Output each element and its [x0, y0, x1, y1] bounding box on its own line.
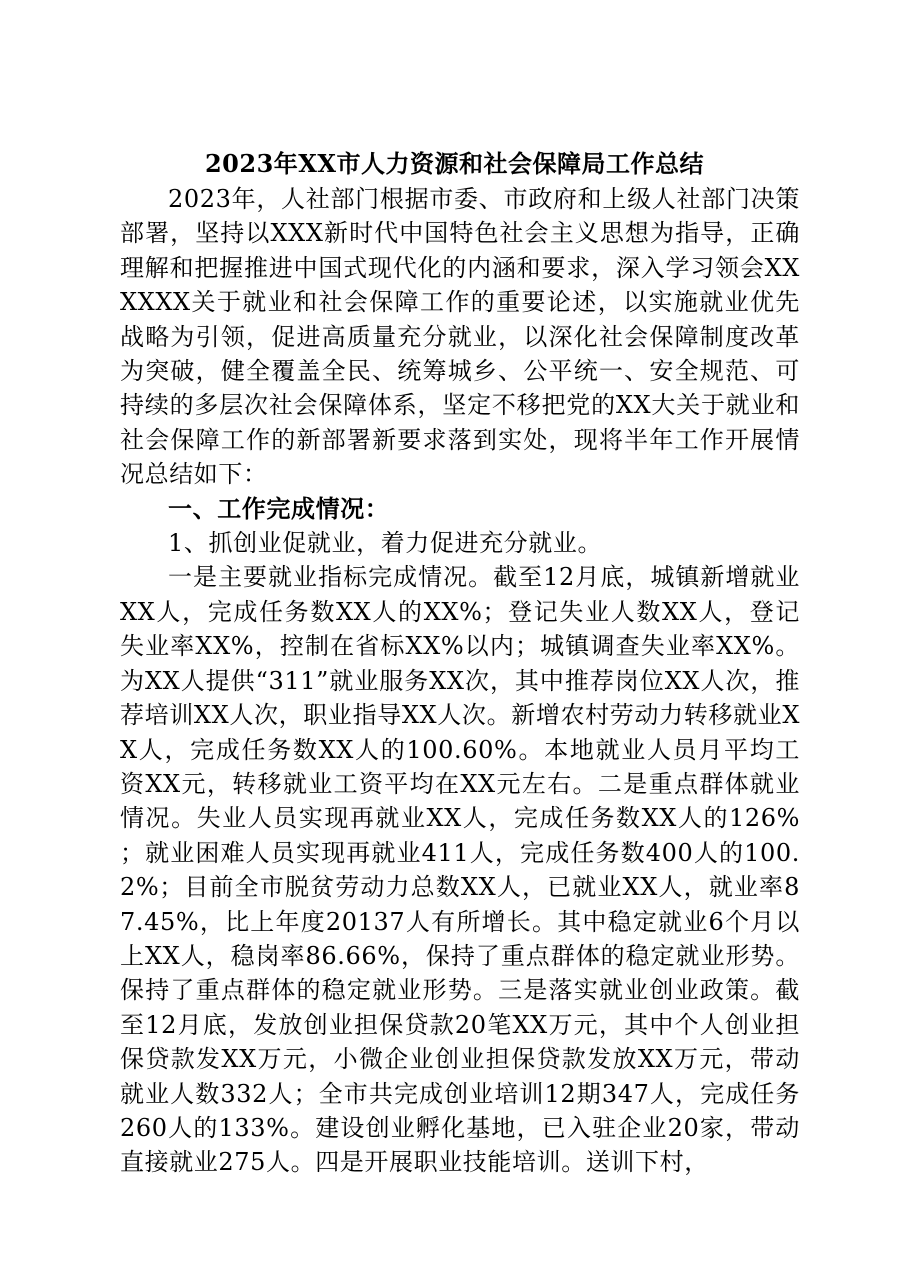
section-heading: 一、工作完成情况：: [168, 493, 390, 523]
subsection-heading: 1、抓创业促就业，着力促进充分就业。: [168, 529, 603, 558]
document-body: [120, 182, 800, 1180]
body-paragraph: 一是主要就业指标完成情况。截至12月底，城镇新增就业XX人，完成任务数XX人的XX%；登记失业人数XX人，登记失业率XX%，控制在省标XX%以内；城镇调查失业率XX%。为XX人提供“311”就业服务XX次，其中推荐岗位XX人次，推荐培训XX人次，职业指导XX人次。新增农村劳动力转移就业XX人，完成任务数XX人的100.60%。本地就业人员月平均工资XX元，转移就业工资平均在XX元左右。二是重点群体就业情况。失业人员实现再就业XX人，完成任务数XX人的126%；就业困难人员实现再就业411人，完成任务数400人的100.2%；目前全市脱贫劳动力总数XX人，已就业XX人，就业率87.45%，比上年度20137人有所增长。其中稳定就业6个月以上XX人，稳岗率86.66%，保持了重点群体的稳定就业形势。保持了重点群体的稳定就业形势。三是落实就业创业政策。截至12月底，发放创业担保贷款20笔XX万元，其中个人创业担保贷款发XX万元，小微企业创业担保贷款发放XX万元，带动就业人数332人；全市共完成创业培训12期347人，完成任务260人的133%。建设创业孵化基地，已入驻企业20家，带动直接就业275人。四是开展职业技能培训。送训下村，: [120, 563, 800, 1177]
document-title: 2023年XX市人力资源和社会保障局工作总结: [204, 149, 705, 178]
intro-paragraph: 2023年，人社部门根据市委、市政府和上级人社部门决策部署，坚持以XXX新时代中国特色社会主义思想为指导，正确理解和把握推进中国式现代化的内涵和要求，深入学习领会XXXXXX关于就业和社会保障工作的重要论述，以实施就业优先战略为引领，促进高质量充分就业，以深化社会保障制度改革为突破，健全覆盖全民、统筹城乡、公平统一、安全规范、可持续的多层次社会保障体系，坚定不移把党的XX大关于就业和社会保障工作的新部署新要求落到实处，现将半年工作开展情况总结如下：: [120, 185, 800, 489]
